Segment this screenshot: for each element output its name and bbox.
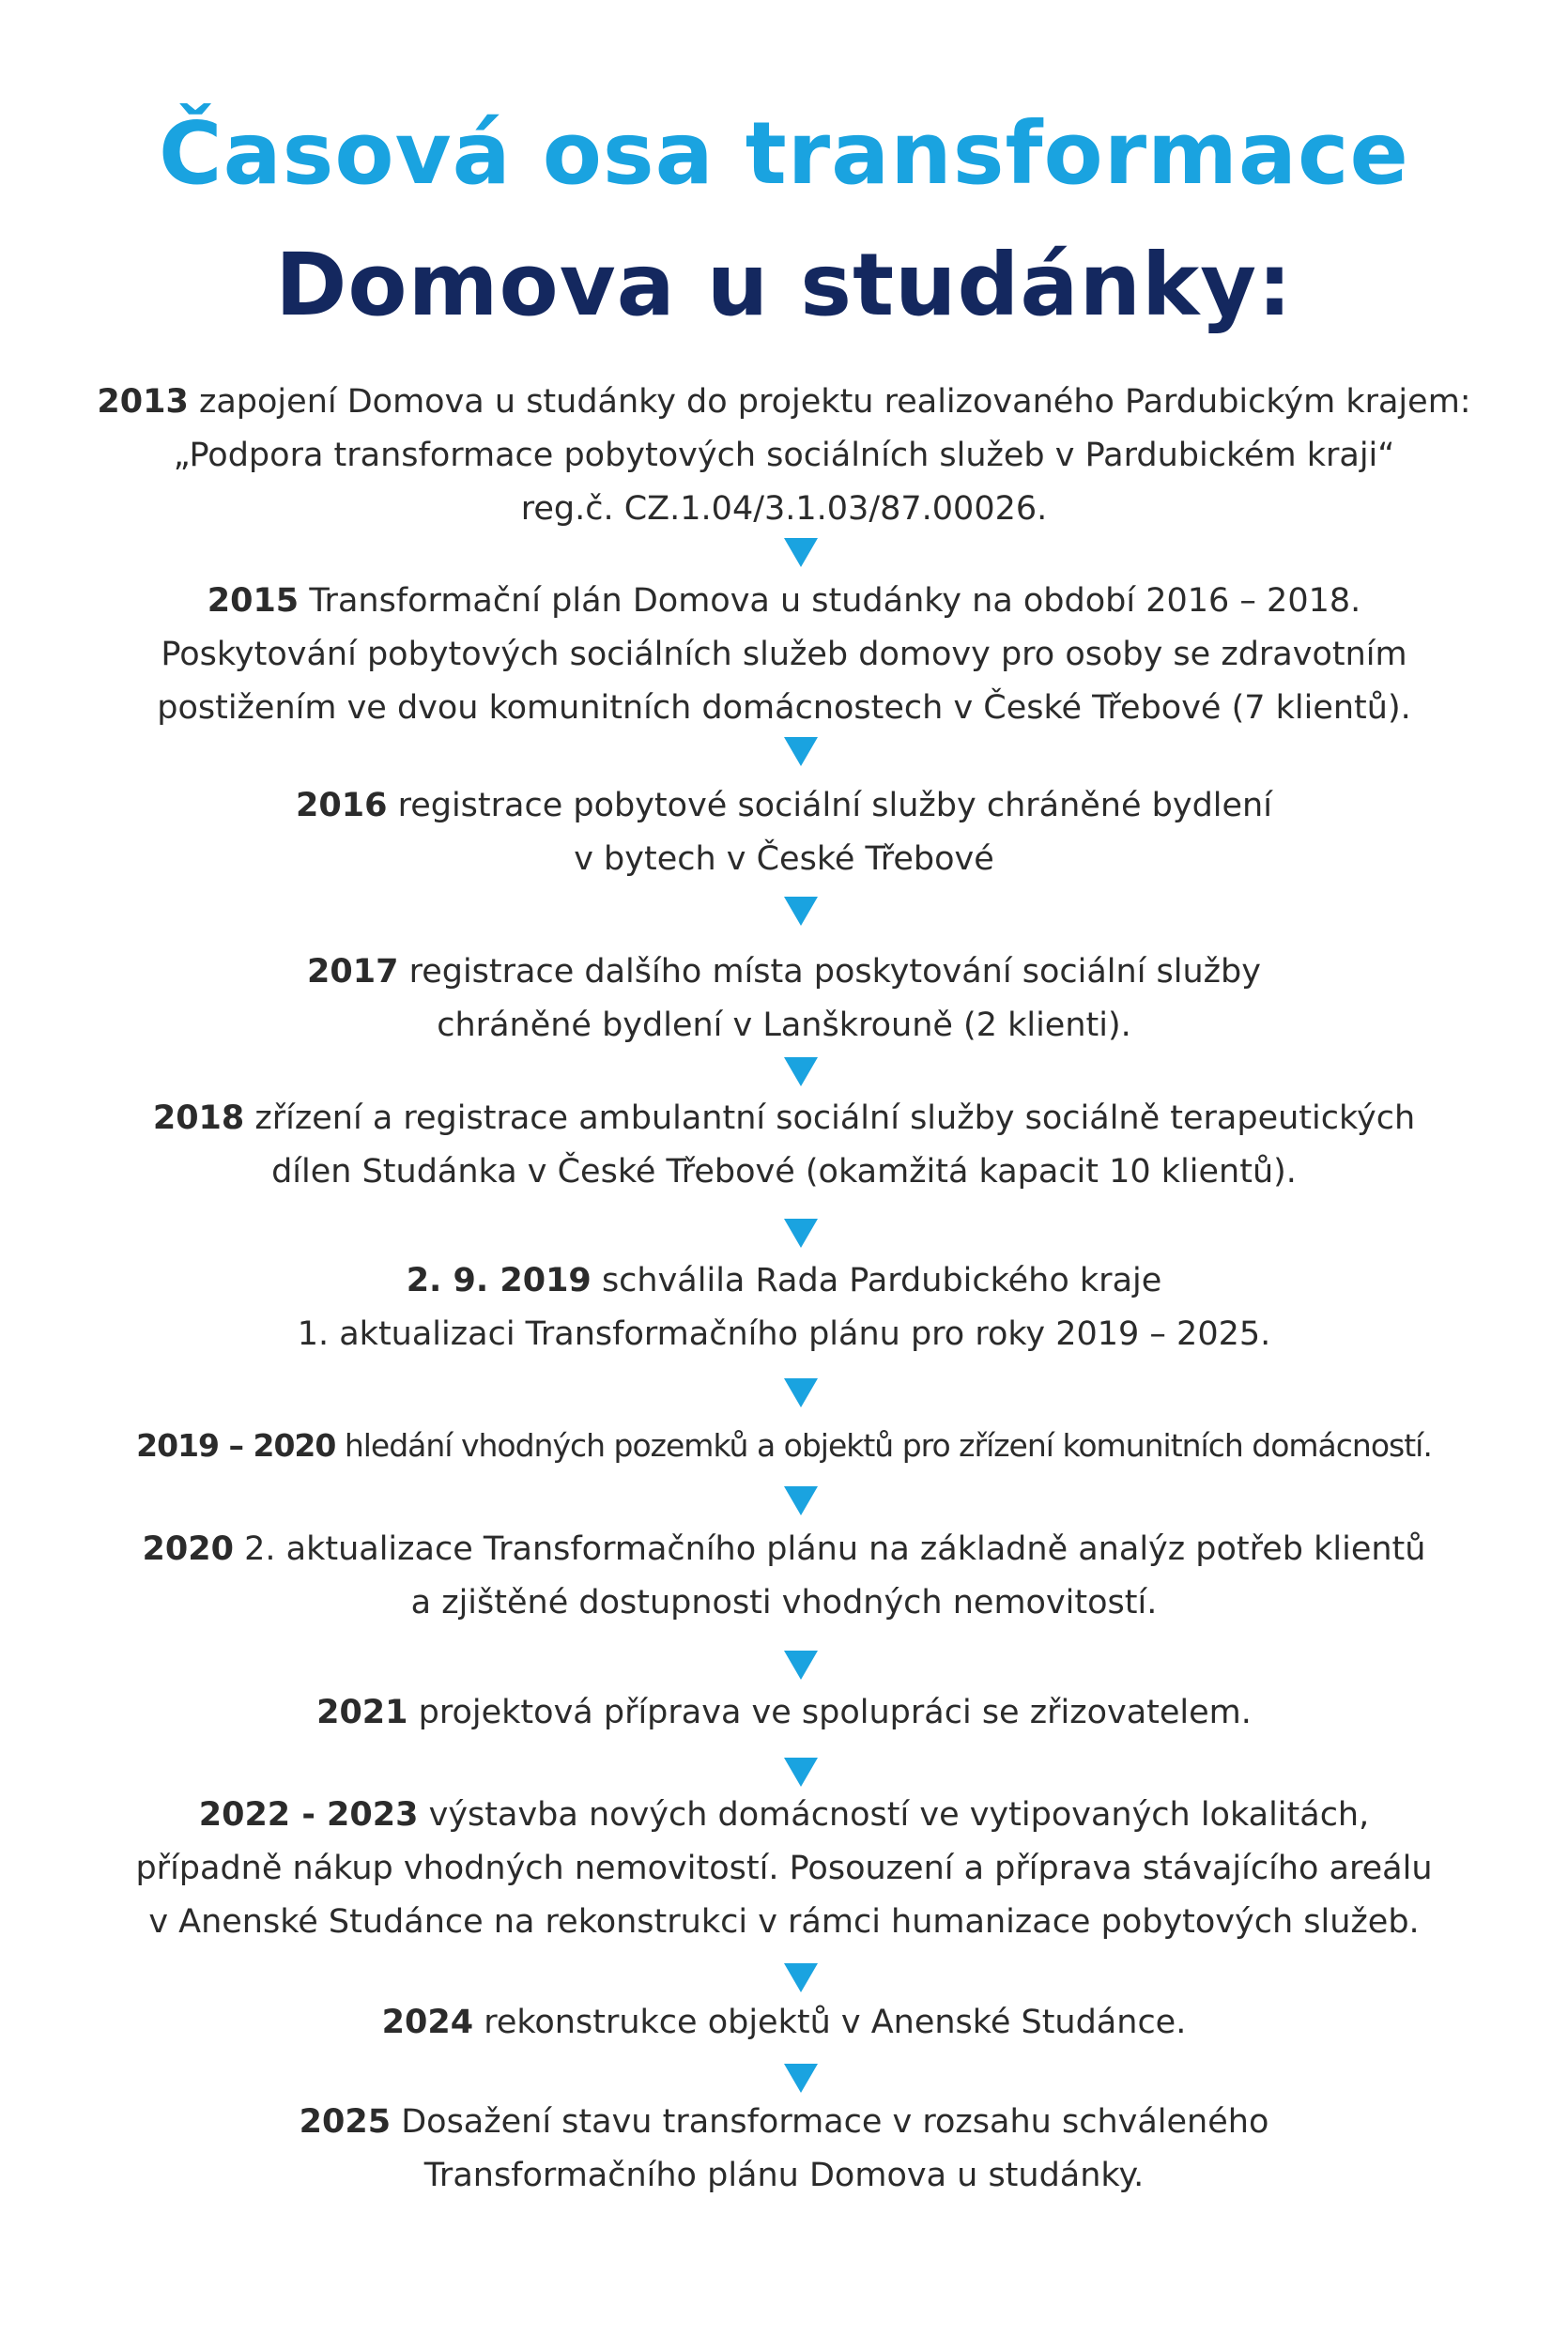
entry-year: 2016 [296, 787, 388, 824]
entry-text: projektová příprava ve spolupráci se zřizovatelem. [418, 1694, 1252, 1731]
entry-text: hledání vhodných pozemků a objektů pro zřízení komunitních domácností. [344, 1427, 1432, 1464]
entry-text: registrace dalšího místa poskytování sociální služby [408, 953, 1261, 991]
entry-line [38, 575, 1530, 628]
entry-text: schválila Rada Pardubického kraje [601, 1262, 1162, 1299]
entry-year: 2024 [381, 2004, 474, 2041]
timeline-entry-2016 [38, 779, 1530, 886]
entry-year: 2022 - 2023 [198, 1796, 419, 1834]
entry-line: 1. aktualizaci Transformačního plánu pro roky 2019 – 2025. [297, 1315, 1271, 1353]
page-title-line-2: Domova u studánky: [275, 235, 1293, 335]
entry-year: 2020 [142, 1530, 234, 1568]
entry-text: registrace pobytové sociální služby chráněné bydlení [397, 787, 1272, 824]
entry-year: 2025 [299, 2103, 392, 2141]
entry-line: postižením ve dvou komunitních domácnostech v České Třebové (7 klientů). [157, 689, 1411, 727]
timeline-entry-2015 [38, 575, 1530, 735]
entry-line [38, 1996, 1530, 2050]
timeline-entry-2013 [38, 376, 1530, 536]
entry-line [38, 376, 1530, 429]
timeline-arrow-icon [784, 1378, 818, 1407]
entry-line: chráněné bydlení v Lanškrouně (2 klienti). [437, 1007, 1131, 1044]
timeline-arrow-icon [784, 538, 818, 567]
entry-text: zřízení a registrace ambulantní sociální služby sociálně terapeutických [254, 1099, 1416, 1137]
timeline-entry-2021 [38, 1686, 1530, 1740]
entry-line: případně nákup vhodných nemovitostí. Posouzení a příprava stávajícího areálu [135, 1850, 1433, 1887]
timeline-entry-2025 [38, 2096, 1530, 2203]
entry-line [38, 2096, 1530, 2149]
entry-line [38, 945, 1530, 999]
entry-line [38, 1092, 1530, 1145]
entry-line [38, 779, 1530, 833]
entry-text: zapojení Domova u studánky do projektu realizovaného Pardubickým krajem: [198, 383, 1471, 421]
timeline-arrow-icon [784, 737, 818, 766]
timeline-entry-2022-2023 [38, 1789, 1530, 1949]
entry-line: Poskytování pobytových sociálních služeb domovy pro osoby se zdravotním [161, 636, 1407, 673]
entry-line [38, 1523, 1530, 1576]
entry-line: „Podpora transformace pobytových sociálních služeb v Pardubickém kraji“ [173, 437, 1395, 474]
entry-line: reg.č. CZ.1.04/3.1.03/87.00026. [520, 490, 1048, 528]
timeline-arrow-icon [784, 1486, 818, 1515]
entry-year: 2015 [207, 582, 300, 620]
entry-line: v bytech v České Třebové [574, 840, 994, 878]
entry-text: výstavba nových domácností ve vytipovaných lokalitách, [428, 1796, 1370, 1834]
timeline-entry-2019-2020 [38, 1419, 1530, 1472]
entry-year: 2021 [316, 1694, 408, 1731]
entry-text: 2. aktualizace Transformačního plánu na základně analýz potřeb klientů [244, 1530, 1426, 1568]
entry-year: 2. 9. 2019 [406, 1262, 592, 1299]
entry-year: 2017 [307, 953, 399, 991]
timeline-entry-2018 [38, 1092, 1530, 1199]
timeline-arrow-icon [784, 2064, 818, 2093]
timeline-entry-2017 [38, 945, 1530, 1053]
entry-line [38, 1419, 1530, 1472]
entry-line [38, 1686, 1530, 1740]
timeline-arrow-icon [784, 1219, 818, 1248]
entry-text: rekonstrukce objektů v Anenské Studánce. [484, 2004, 1187, 2041]
timeline-arrow-icon [784, 1057, 818, 1086]
page-title-line-1: Časová osa transformace [159, 103, 1409, 204]
entry-line [38, 1789, 1530, 1842]
entry-line [38, 1254, 1530, 1308]
timeline-entry-2020 [38, 1523, 1530, 1630]
entry-line: v Anenské Studánce na rekonstrukci v rámci humanizace pobytových služeb. [148, 1903, 1420, 1941]
timeline-entry-2024 [38, 1996, 1530, 2050]
entry-text: Dosažení stavu transformace v rozsahu schváleného [401, 2103, 1269, 2141]
entry-line: dílen Studánka v České Třebové (okamžitá kapacit 10 klientů). [271, 1153, 1297, 1191]
timeline-arrow-icon [784, 1963, 818, 1992]
entry-year: 2018 [152, 1099, 245, 1137]
timeline-arrow-icon [784, 1651, 818, 1680]
entry-year: 2013 [97, 383, 189, 421]
entry-year: 2019 – 2020 [136, 1427, 336, 1464]
timeline-entry-2019-09-02 [38, 1254, 1530, 1361]
entry-line: a zjištěné dostupnosti vhodných nemovitostí. [410, 1584, 1158, 1621]
timeline-arrow-icon [784, 1758, 818, 1787]
entry-text: Transformační plán Domova u studánky na období 2016 – 2018. [309, 582, 1361, 620]
timeline-arrow-icon [784, 897, 818, 926]
entry-line: Transformačního plánu Domova u studánky. [423, 2157, 1145, 2194]
